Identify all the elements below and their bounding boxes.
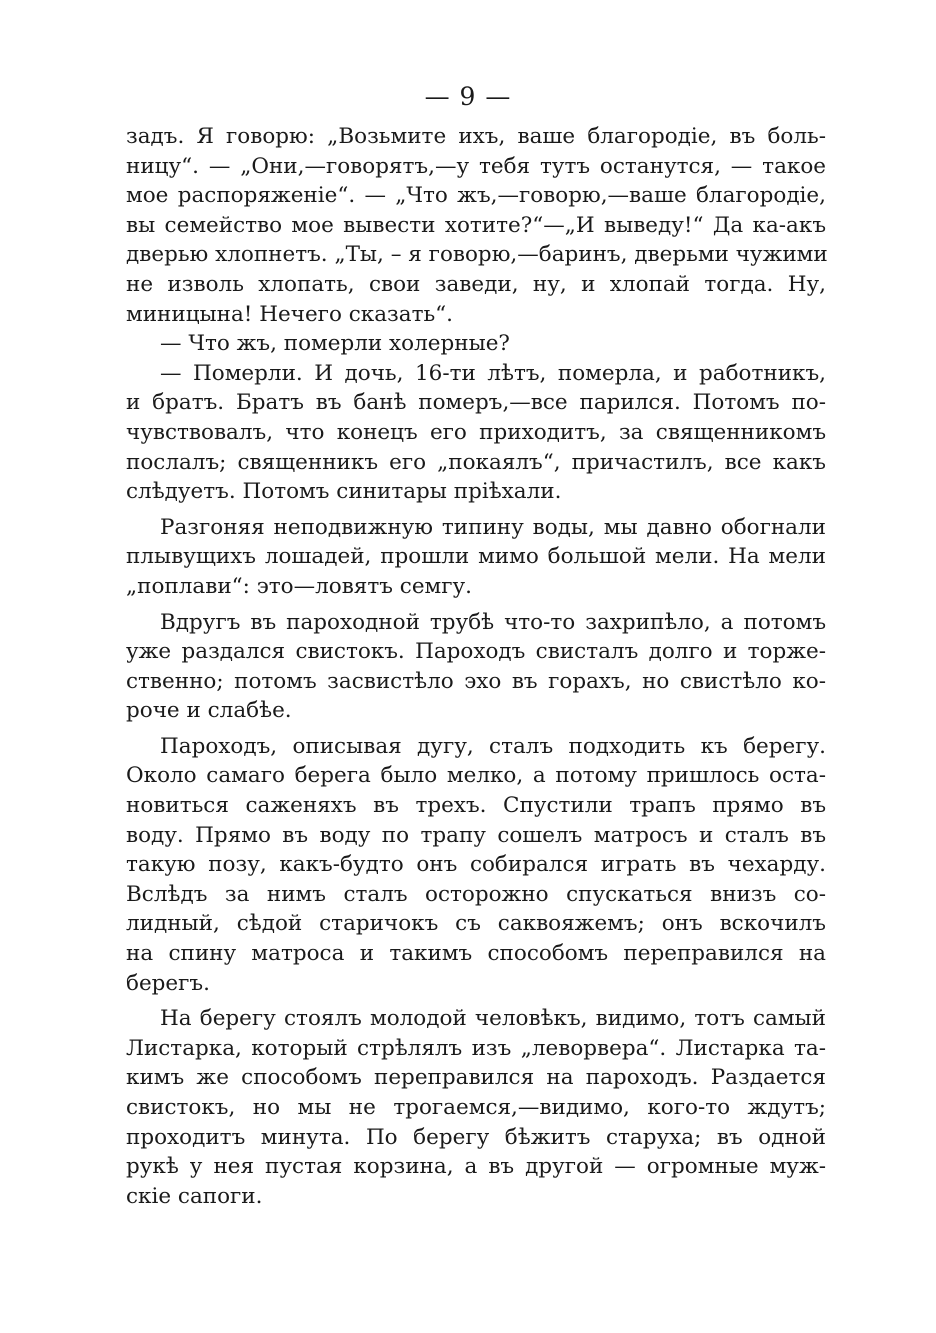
text-line: уже раздался свистокъ. Пароходъ свисталъ долго и торже-: [126, 639, 826, 665]
paragraph: [126, 359, 826, 507]
text-line: На берегу стоялъ молодой человѣкъ, видимо, тотъ самый: [160, 1006, 826, 1032]
text-line: плывущихъ лошадей, прошли мимо большой мели. На мели: [126, 544, 826, 570]
text-line: Вдругъ въ пароходной трубѣ что-то захрипѣло, а потомъ: [160, 609, 826, 635]
text-line: вы семейство мое вывести хотите?“—„И выведу!“ Да ка-акъ: [126, 212, 826, 238]
text-line: ственно; потомъ засвистѣло эхо въ горахъ, но свистѣло ко-: [126, 668, 826, 694]
text-line: воду. Прямо въ воду по трапу сошелъ матросъ и сталъ въ: [126, 822, 826, 848]
text-line: — Что жъ, померли холерные?: [160, 331, 510, 357]
text-line: лидный, сѣдой старичокъ съ саквояжемъ; онъ вскочилъ: [126, 911, 826, 937]
text-line: Вслѣдъ за нимъ сталъ осторожно спускаться внизъ со-: [126, 881, 826, 907]
text-line: миницына! Нечего сказать“.: [126, 301, 453, 327]
text-line: Около самаго берега было мелко, а потому пришлось оста-: [126, 763, 826, 789]
text-line: мое распоряженіе“. — „Что жъ,—говорю,—ваше благородіе,: [126, 183, 826, 209]
text-line: „поплави“: это—ловятъ семгу.: [126, 573, 473, 599]
text-line: Листарка, который стрѣлялъ изъ „леворвера“. Листарка та-: [126, 1035, 826, 1061]
text-line: дверью хлопнетъ. „Ты, – я говорю,—баринъ, дверьми чужими: [126, 242, 828, 268]
text-line: послалъ; священникъ его „покаялъ“, причастилъ, все какъ: [126, 449, 826, 475]
text-line: и братъ. Братъ въ банѣ померъ,—все парился. Потомъ по-: [126, 390, 826, 416]
text-line: свистокъ, но мы не трогаемся,—видимо, кого-то ждутъ;: [126, 1095, 826, 1120]
page-number: — 9 —: [424, 82, 512, 111]
text-line: чувствовалъ, что конецъ его приходитъ, за священникомъ: [126, 419, 826, 445]
paragraph: [126, 329, 826, 359]
text-line: рукѣ у нея пустая корзина, а въ другой — огромные муж-: [126, 1154, 826, 1180]
text-line: Пароходъ, описывая дугу, сталъ подходить къ берегу.: [160, 733, 826, 759]
text-line: Разгоняя неподвижную типину воды, мы давно обогнали: [160, 514, 826, 540]
text-line: такую позу, какъ-будто онъ собирался играть въ чехарду.: [126, 852, 826, 878]
text-line: новиться саженяхъ въ трехъ. Спустили трапъ прямо въ: [126, 793, 826, 819]
text-line: скіе сапоги.: [126, 1183, 263, 1209]
text-line: на спину матроса и такимъ способомъ переправился на: [126, 941, 826, 967]
paragraph: [126, 513, 826, 602]
paragraph: [126, 608, 826, 726]
paragraph: [126, 122, 826, 329]
text-line: не изволь хлопать, свои заведи, ну, и хлопай тогда. Ну,: [126, 271, 826, 297]
text-line: роче и слабѣе.: [126, 698, 292, 724]
text-line: слѣдуетъ. Потомъ синитары пріѣхали.: [126, 479, 562, 505]
text-line: берегъ.: [126, 970, 210, 996]
body-text: [126, 122, 826, 1211]
text-line: проходитъ минута. По берегу бѣжитъ старуха; въ одной: [126, 1124, 826, 1150]
paragraph: [126, 732, 826, 998]
paragraph: [126, 1004, 826, 1211]
text-line: задъ. Я говорю: „Возьмите ихъ, ваше благородіе, въ боль-: [126, 124, 826, 149]
text-line: — Померли. И дочь, 16-ти лѣтъ, померла, и работникъ,: [160, 360, 826, 386]
text-line: кимъ же способомъ переправился на пароходъ. Раздается: [126, 1065, 826, 1091]
text-line: ницу“. — „Они,—говорятъ,—у тебя тутъ останутся, — такое: [126, 153, 826, 179]
